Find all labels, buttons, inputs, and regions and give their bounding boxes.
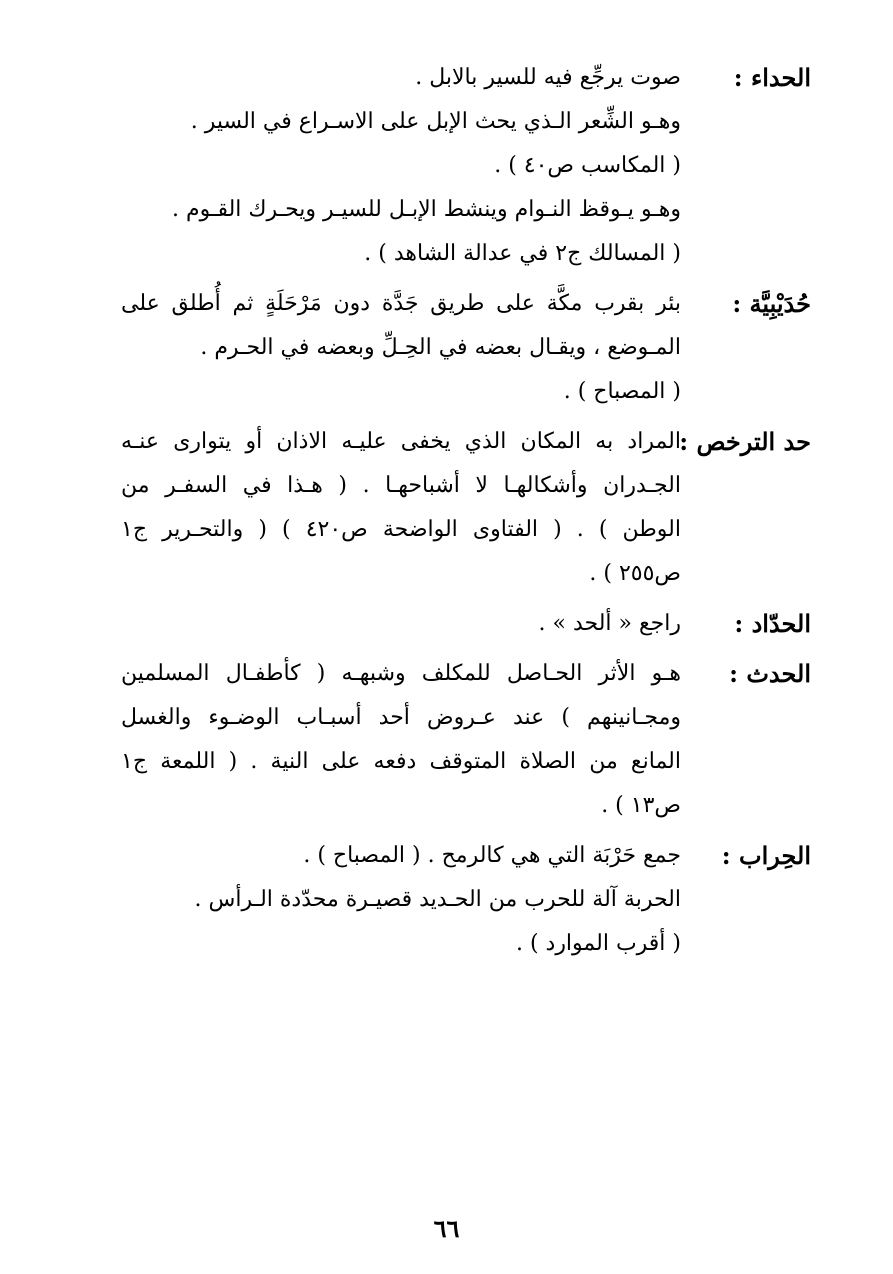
definition-line: وهـو يـوقظ النـوام وينشط الإبـل للسيـر ويحـرك القـوم .	[172, 197, 681, 222]
glossary-entry	[81, 834, 811, 966]
definition-line: بئر بقرب مكَّة على طريق جَدَّة دون مَرْحَلَةٍ ثم أُطلق على	[121, 291, 681, 316]
entry-definition	[121, 420, 681, 596]
page-number: ٦٦	[433, 1214, 460, 1243]
entry-term: حُدَيْبِيَّة :	[732, 289, 811, 318]
definition-line: ص٢٥٥ ) .	[589, 561, 681, 586]
entry-definition	[121, 834, 681, 966]
entry-term: حد الترخص :	[679, 427, 811, 456]
glossary-entry	[81, 420, 811, 596]
glossary-entry	[81, 56, 811, 276]
definition-line: المراد به المكان الذي يخفى عليـه الاذان أو يتوارى عنـه	[121, 429, 681, 454]
definition-line: المـوضع ، ويقـال بعضه في الحِـلِّ وبعضه في الحـرم .	[200, 335, 681, 360]
entry-term: الحداء :	[733, 63, 811, 92]
definition-line: ( المسالك ج٢ في عدالة الشاهد ) .	[364, 241, 681, 266]
definition-line: ( المكاسب ص٤٠ ) .	[494, 153, 681, 178]
entry-definition	[121, 602, 681, 646]
definition-line: الوطن ) . ( الفتاوى الواضحة ص٤٢٠ ) ( والتحـرير ج١	[121, 517, 681, 542]
definition-line: الجـدران وأشكالهـا لا أشباحهـا . ( هـذا في السفـر من	[121, 473, 681, 498]
entry-term: الحدّاد :	[734, 609, 811, 638]
definition-line: المانع من الصلاة المتوقف دفعه على النية . ( اللمعة ج١	[121, 749, 681, 774]
entry-definition	[121, 282, 681, 414]
definition-line: ( المصباح ) .	[563, 379, 681, 404]
definition-line: ومجـانينهم ) عند عـروض أحد أسبـاب الوضـوء والغسل	[121, 705, 681, 730]
definition-line: الحربة آلة للحرب من الحـديد قصيـرة محدّدة الـرأس .	[194, 887, 681, 912]
entry-term: الحِراب :	[721, 841, 811, 870]
entry-term: الحدث :	[729, 659, 811, 688]
entry-definition	[121, 652, 681, 828]
glossary-entry	[81, 602, 811, 646]
definition-line: وهـو الشِّعر الـذي يحث الإبل على الاسـراع في السير .	[190, 109, 681, 134]
entry-definition	[121, 56, 681, 276]
definition-line: ( أقرب الموارد ) .	[515, 931, 681, 956]
definition-line: راجع « ألحد » .	[538, 611, 681, 636]
definition-line: صوت يرجِّع فيه للسير بالابل .	[415, 65, 681, 90]
definition-line: هـو الأثر الحـاصل للمكلف وشبهـه ( كأطفـال المسلمين	[121, 661, 681, 686]
definition-line: جمع حَرْبَة التي هي كالرمح . ( المصباح ) .	[303, 843, 681, 868]
glossary-entry	[81, 282, 811, 414]
definition-line: ص١٣ ) .	[601, 793, 681, 818]
glossary-entries	[81, 56, 811, 972]
glossary-entry	[81, 652, 811, 828]
